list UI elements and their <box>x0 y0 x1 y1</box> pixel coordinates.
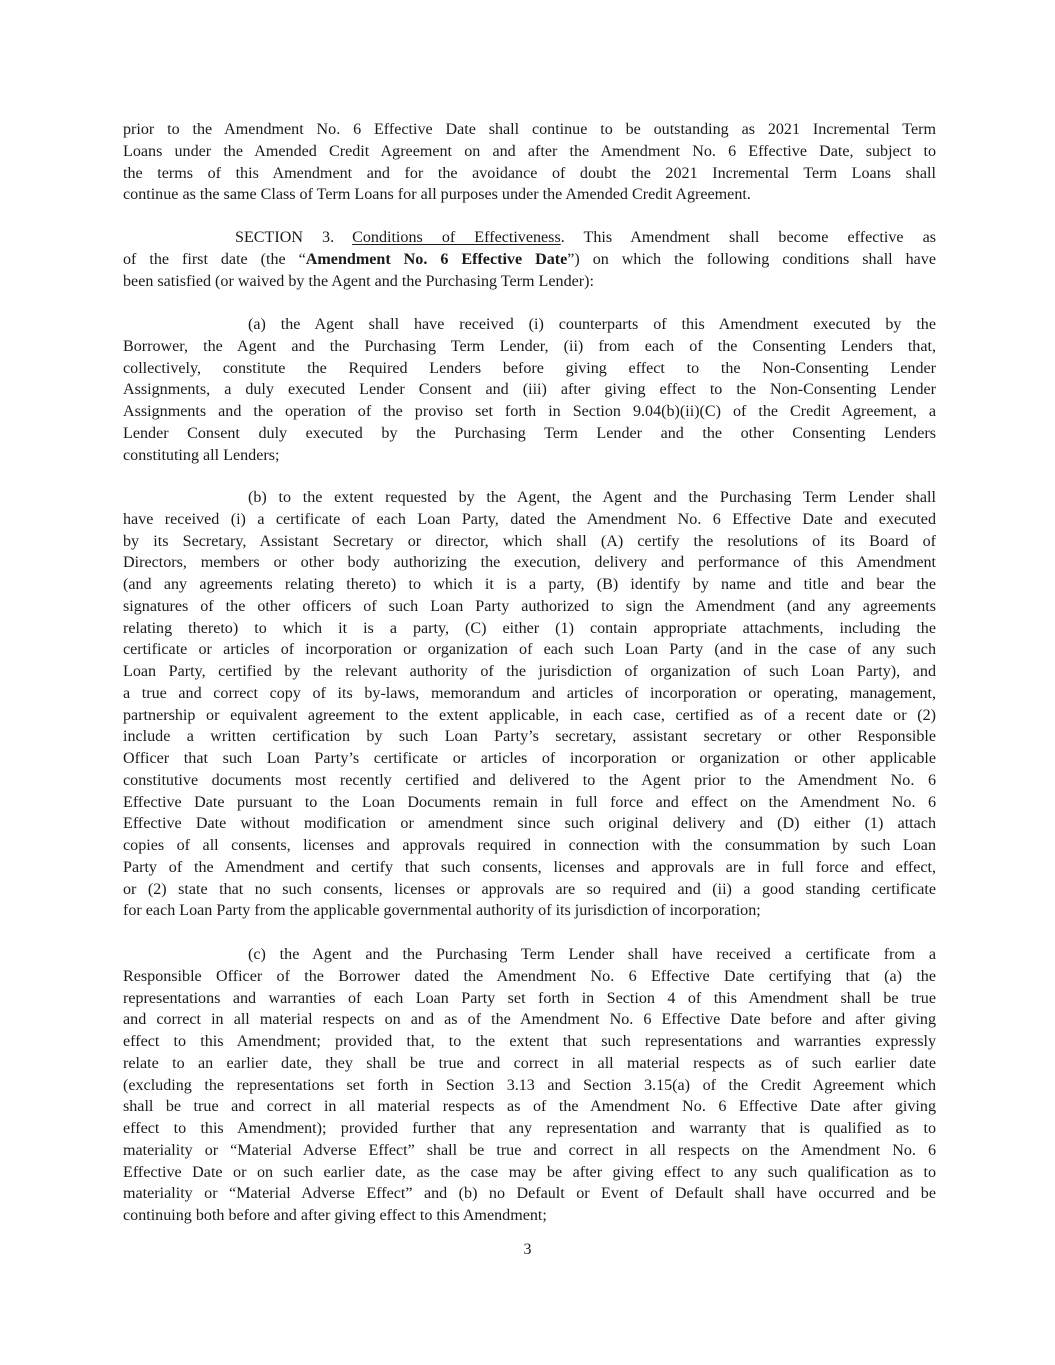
text-line: (and any agreements relating thereto) to which it is a party, (B) identify by name and title and bear the <box>123 576 936 593</box>
text-line: Effective Date or on such earlier date, as the case may be after giving effect to any such qualification as to <box>123 1163 936 1181</box>
text-line <box>123 249 936 271</box>
text-line: shall be true and correct in all material respects as of the Amendment No. 6 Effective Date after giving <box>123 1098 936 1116</box>
text-line: Effective Date pursuant to the Loan Documents remain in full force and effect on the Amendment No. 6 <box>123 793 936 811</box>
section-label: SECTION 3. <box>235 229 335 246</box>
text-line: Responsible Officer of the Borrower dated the Amendment No. 6 Effective Date certifying that (a) the <box>123 967 936 985</box>
text-line: signatures of the other officers of such Loan Party authorized to sign the Amendment (and any agreements <box>123 597 936 615</box>
text-line: copies of all consents, licenses and approvals required in connection with the consummation by such Loan <box>123 837 936 854</box>
text-line: a true and correct copy of its by-laws, memorandum and articles of incorporation or operating, management, <box>123 684 936 702</box>
text-line: materiality or “Material Adverse Effect” shall be true and correct in all respects on the Amendment No. 6 <box>123 1141 936 1159</box>
text-line: constituting all Lenders; <box>123 446 280 464</box>
text-line: the terms of this Amendment and for the avoidance of doubt the 2021 Incremental Term Loans shall <box>123 164 936 182</box>
text-line: Effective Date without modification or amendment since such original delivery and (D) either (1) attach <box>123 815 936 833</box>
text-line: partnership or equivalent agreement to the extent applicable, in each case, certified as of a recent date or (2) <box>123 706 936 724</box>
text-line: (a) the Agent shall have received (i) counterparts of this Amendment executed by the <box>248 316 936 333</box>
text-line: Lender Consent duly executed by the Purchasing Term Lender and the other Consenting Lenders <box>123 424 936 442</box>
text-line: been satisfied (or waived by the Agent and the Purchasing Term Lender): <box>123 272 594 290</box>
text-line: continuing both before and after giving effect to this Amendment; <box>123 1207 547 1224</box>
defined-term-prefix: of the first date (the “ <box>123 250 306 268</box>
text-line: for each Loan Party from the applicable governmental authority of its jurisdiction of incorporation; <box>123 902 761 920</box>
section-3-paragraph <box>123 227 936 292</box>
text-line: Loans under the Amended Credit Agreement on and after the Amendment No. 6 Effective Date, subject to <box>123 142 936 160</box>
intro-paragraph <box>123 119 936 206</box>
text-line: effect to this Amendment); provided further that any representation and warranty that is qualified as to <box>123 1120 936 1137</box>
text-line: constitutive documents most recently certified and delivered to the Agent prior to the Amendment No. 6 <box>123 771 936 789</box>
text-line: Directors, members or other body authorizing the execution, delivery and performance of this Amendment <box>123 554 936 572</box>
text-line: Assignments and the operation of the proviso set forth in Section 9.04(b)(ii)(C) of the Credit Agreement, a <box>123 403 936 420</box>
text-line: and correct in all material respects on and as of the Amendment No. 6 Effective Date before and after giving <box>123 1011 936 1029</box>
text-line: effect to this Amendment; provided that, to the extent that such representations and warranties expressly <box>123 1033 936 1050</box>
text-line: Borrower, the Agent and the Purchasing Term Lender, (ii) from each of the Consenting Lenders that, <box>123 337 936 355</box>
section-title: Conditions of Effectiveness <box>352 229 561 246</box>
text-line: (b) to the extent requested by the Agent, the Agent and the Purchasing Term Lender shall <box>248 489 936 506</box>
text-line: (excluding the representations set forth in Section 3.13 and Section 3.15(a) of the Credit Agreement which <box>123 1076 936 1094</box>
text-line: certificate or articles of incorporation or organization of each such Loan Party (and in the case of any such <box>123 641 936 659</box>
text-line: Officer that such Loan Party’s certificate or articles of incorporation or organization or other applicable <box>123 750 936 767</box>
defined-term: Amendment No. 6 Effective Date <box>305 250 568 268</box>
text-line: materiality or “Material Adverse Effect” and (b) no Default or Event of Default shall have occurred and be <box>123 1185 936 1203</box>
clause-c-paragraph <box>123 944 936 1227</box>
text-line: Party of the Amendment and certify that such consents, licenses and approvals are in full force and effect, <box>123 858 936 876</box>
text-line: Assignments, a duly executed Lender Consent and (iii) after giving effect to the Non-Consenting Lender <box>123 381 936 399</box>
text-line: have received (i) a certificate of each Loan Party, dated the Amendment No. 6 Effective Date and executed <box>123 510 936 528</box>
section-heading-rest: . This Amendment shall become effective as <box>560 229 936 246</box>
text-line: Loan Party, certified by the relevant authority of the jurisdiction of organization of such Loan Party), and <box>123 663 936 680</box>
text-line: collectively, constitute the Required Lenders before giving effect to the Non-Consenting Lender <box>123 359 936 377</box>
text-line: relate to an earlier date, they shall be true and correct in all material respects as of such earlier date <box>123 1054 936 1072</box>
text-line: representations and warranties of each Loan Party set forth in Section 4 of this Amendment shall be true <box>123 989 936 1007</box>
clause-a-paragraph <box>123 314 936 466</box>
page-number: 3 <box>523 1241 532 1258</box>
text-line: or (2) state that no such consents, licenses or approvals are so required and (ii) a good standing certificate <box>123 880 936 898</box>
section-3-heading-line <box>123 227 936 249</box>
text-line: include a written certification by such Loan Party’s secretary, assistant secretary or other Responsible <box>123 728 936 746</box>
text-line: by its Secretary, Assistant Secretary or director, which shall (A) certify the resolutions of its Board of <box>123 532 936 550</box>
defined-term-suffix: ”) on which the following conditions shall have <box>567 250 936 268</box>
text-line: continue as the same Class of Term Loans for all purposes under the Amended Credit Agreement. <box>123 186 751 204</box>
text-line: relating thereto) to which it is a party, (C) either (1) contain appropriate attachments, including the <box>123 619 936 637</box>
text-line: (c) the Agent and the Purchasing Term Lender shall have received a certificate from a <box>248 946 936 963</box>
text-line: prior to the Amendment No. 6 Effective Date shall continue to be outstanding as 2021 Incremental Term <box>123 121 936 138</box>
clause-b-paragraph <box>123 487 936 922</box>
